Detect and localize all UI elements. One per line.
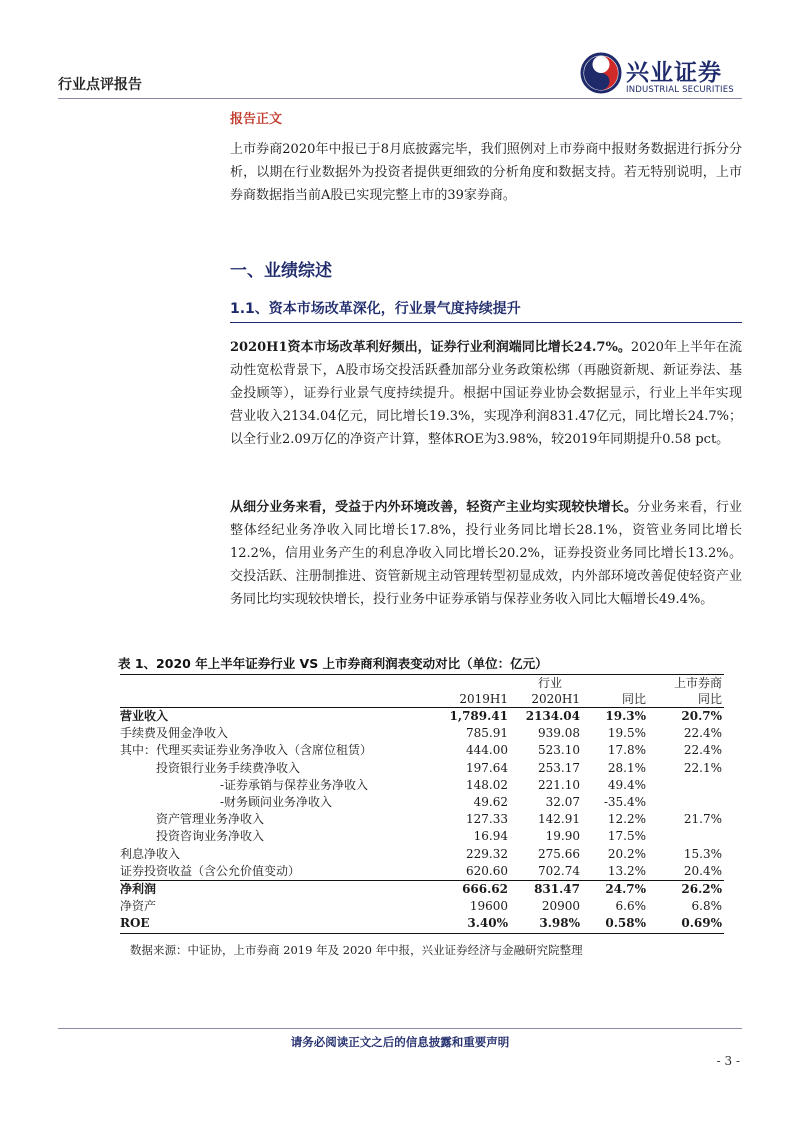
cell-2020h1: 275.66	[538, 846, 581, 861]
header-yoy: 同比	[582, 691, 648, 708]
cell-2020h1: 142.91	[538, 812, 581, 827]
intro-paragraph: 上市券商2020年中报已于8月底披露完毕，我们照例对上市券商中报财务数据进行拆分分析，以期在行业数据外为投资者提供更细致的分析角度和数据支持。若无特别说明，上市券商数据指当前A股已实现完整上市的39家券商。	[230, 142, 742, 203]
table-row	[120, 846, 724, 863]
cell-2020h1: 3.98%	[510, 915, 582, 933]
cell-listed-yoy	[648, 828, 724, 845]
cell-listed-yoy: 22.4%	[683, 743, 723, 758]
income-statement-table	[120, 674, 724, 934]
cell-2019h1: 49.62	[473, 795, 508, 810]
cell-yoy: 0.58%	[582, 915, 648, 933]
footer-divider	[58, 1028, 742, 1029]
cell-yoy: 19.5%	[607, 726, 647, 741]
paragraph-performance	[230, 336, 742, 451]
cell-2019h1: 620.60	[466, 863, 508, 878]
cell-2020h1: 221.10	[538, 777, 581, 792]
header-divider	[58, 98, 742, 99]
table-row	[120, 725, 724, 742]
cell-listed-yoy	[648, 777, 724, 794]
table-row	[120, 777, 724, 794]
cell-yoy: 28.1%	[607, 760, 647, 775]
cell-2019h1: 1,789.41	[449, 709, 508, 723]
cell-yoy: 49.4%	[607, 777, 647, 792]
cell-listed-yoy: 21.7%	[683, 812, 723, 827]
cell-yoy: 19.3%	[605, 709, 647, 723]
cell-2020h1: 253.17	[538, 760, 581, 775]
header-industry-group: 行业	[440, 675, 582, 692]
cell-yoy: 12.2%	[607, 812, 647, 827]
header-listed-line1: 上市券商	[648, 675, 724, 692]
cell-2019h1: 3.40%	[440, 915, 510, 933]
cell-2020h1: 831.47	[510, 881, 582, 899]
logo-emblem-icon	[580, 52, 622, 94]
row-label: ROE	[120, 915, 440, 933]
cell-2020h1: 32.07	[545, 795, 581, 810]
cell-2019h1: 19600	[469, 899, 508, 914]
row-label: -证券承销与保荐业务净收入	[220, 777, 369, 792]
company-logo	[580, 52, 740, 98]
header-2020h1: 2020H1	[510, 691, 582, 708]
cell-yoy: 17.8%	[607, 743, 647, 758]
paragraph-segments-body: 分业务来看，行业整体经纪业务净收入同比增长17.8%，投行业务同比增长28.1%，资管业务同比增长12.2%，信用业务产生的利息净收入同比增长20.2%，证券投资业务同比增长13.2%。交投活跃、注册制推进、资管新规主动管理转型初显成效，内外部环境改善促使轻资产业务同比均实现较快增长，投行业务中证券承销与保荐业务收入同比大幅增长49.4%。	[230, 500, 742, 607]
cell-listed-yoy	[648, 794, 724, 811]
cell-2020h1: 20900	[541, 899, 581, 914]
table-row	[120, 915, 724, 933]
heading-level1: 一、业绩综述	[230, 261, 332, 281]
cell-listed-yoy: 20.4%	[683, 863, 723, 878]
header-listed-line2: 同比	[648, 691, 724, 708]
cell-2019h1: 127.33	[466, 812, 508, 827]
cell-listed-yoy: 22.1%	[683, 760, 723, 775]
table-row	[120, 811, 724, 828]
row-label: 手续费及佣金净收入	[120, 726, 229, 741]
footer-disclaimer: 请务必阅读正文之后的信息披露和重要声明	[290, 1035, 510, 1049]
table-row	[120, 760, 724, 777]
cell-listed-yoy: 22.4%	[683, 726, 723, 741]
cell-listed-yoy: 26.2%	[648, 881, 724, 899]
cell-yoy: 13.2%	[607, 863, 647, 878]
data-source-note: 数据来源：中证协，上市券商 2019 年及 2020 年中报，兴业证券经济与金融研究院整理	[130, 943, 583, 957]
cell-listed-yoy: 0.69%	[648, 915, 724, 933]
row-label: 利息净收入	[120, 846, 181, 861]
row-label: 净利润	[120, 881, 440, 899]
cell-2020h1: 939.08	[538, 726, 581, 741]
cell-yoy: 24.7%	[582, 881, 648, 899]
table-row	[120, 828, 724, 845]
cell-2019h1: 444.00	[466, 743, 508, 758]
cell-2019h1: 229.32	[466, 846, 508, 861]
page-number: - 3 -	[716, 1054, 740, 1068]
logo-name-en: INDUSTRIAL SECURITIES	[626, 85, 734, 95]
row-label: 投资银行业务手续费净收入	[156, 760, 301, 775]
paragraph-performance-body: 2020年上半年在流动性宽松背景下，A股市场交投活跃叠加部分业务政策松绑（再融资新规、新证券法、基金投顾等），证券行业景气度持续提升。根据中国证券业协会数据显示，行业上半年实现营业收入2134.04亿元，同比增长19.3%，实现净利润831.47亿元，同比增长24.7%；以全行业2.09万亿的净资产计算，整体ROE为3.98%，较2019年同期提升0.58 pct。	[230, 340, 742, 447]
cell-2020h1: 523.10	[538, 743, 581, 758]
section-label: 报告正文	[230, 112, 283, 127]
row-label: 其中：代理买卖证券业务净收入（含席位租赁）	[120, 743, 373, 758]
table-row	[120, 708, 724, 726]
cell-yoy: 6.6%	[615, 899, 647, 914]
table-row	[120, 794, 724, 811]
cell-2019h1: 666.62	[440, 881, 510, 899]
paragraph-performance-lead: 2020H1资本市场改革利好频出，证券行业利润端同比增长24.7%。	[230, 340, 631, 355]
cell-yoy: 20.2%	[607, 846, 647, 861]
header-2019h1: 2019H1	[440, 691, 510, 708]
cell-2019h1: 785.91	[466, 726, 508, 741]
paragraph-segments-lead: 从细分业务来看，受益于内外环境改善，轻资产主业均实现较快增长。	[230, 500, 638, 515]
row-label: -财务顾问业务净收入	[220, 795, 333, 810]
table-row	[120, 898, 724, 915]
cell-2020h1: 19.90	[545, 829, 581, 844]
table-row	[120, 742, 724, 759]
paragraph-segments	[230, 496, 742, 611]
cell-yoy: 17.5%	[607, 829, 647, 844]
table-row	[120, 863, 724, 881]
cell-listed-yoy: 15.3%	[683, 846, 723, 861]
heading-underline	[230, 322, 742, 323]
table-row	[120, 881, 724, 899]
row-label: 投资咨询业务净收入	[156, 829, 265, 844]
cell-2019h1: 197.64	[466, 760, 508, 775]
cell-listed-yoy: 20.7%	[681, 709, 723, 723]
cell-2020h1: 702.74	[538, 863, 581, 878]
cell-2020h1: 2134.04	[525, 709, 581, 723]
cell-yoy: -35.4%	[603, 795, 647, 810]
table-title: 表 1、2020 年上半年证券行业 VS 上市券商利润表变动对比（单位：亿元）	[118, 656, 548, 671]
logo-name-cn: 兴业证券	[626, 60, 722, 86]
cell-2019h1: 148.02	[466, 777, 508, 792]
row-label: 净资产	[120, 899, 157, 914]
row-label: 证券投资收益（含公允价值变动）	[120, 863, 301, 878]
cell-2019h1: 16.94	[473, 829, 508, 844]
row-label: 营业收入	[120, 709, 169, 723]
report-type-label: 行业点评报告	[58, 77, 142, 93]
row-label: 资产管理业务净收入	[156, 812, 265, 827]
heading-level2: 1.1、资本市场改革深化，行业景气度持续提升	[230, 301, 521, 317]
cell-listed-yoy: 6.8%	[691, 899, 723, 914]
